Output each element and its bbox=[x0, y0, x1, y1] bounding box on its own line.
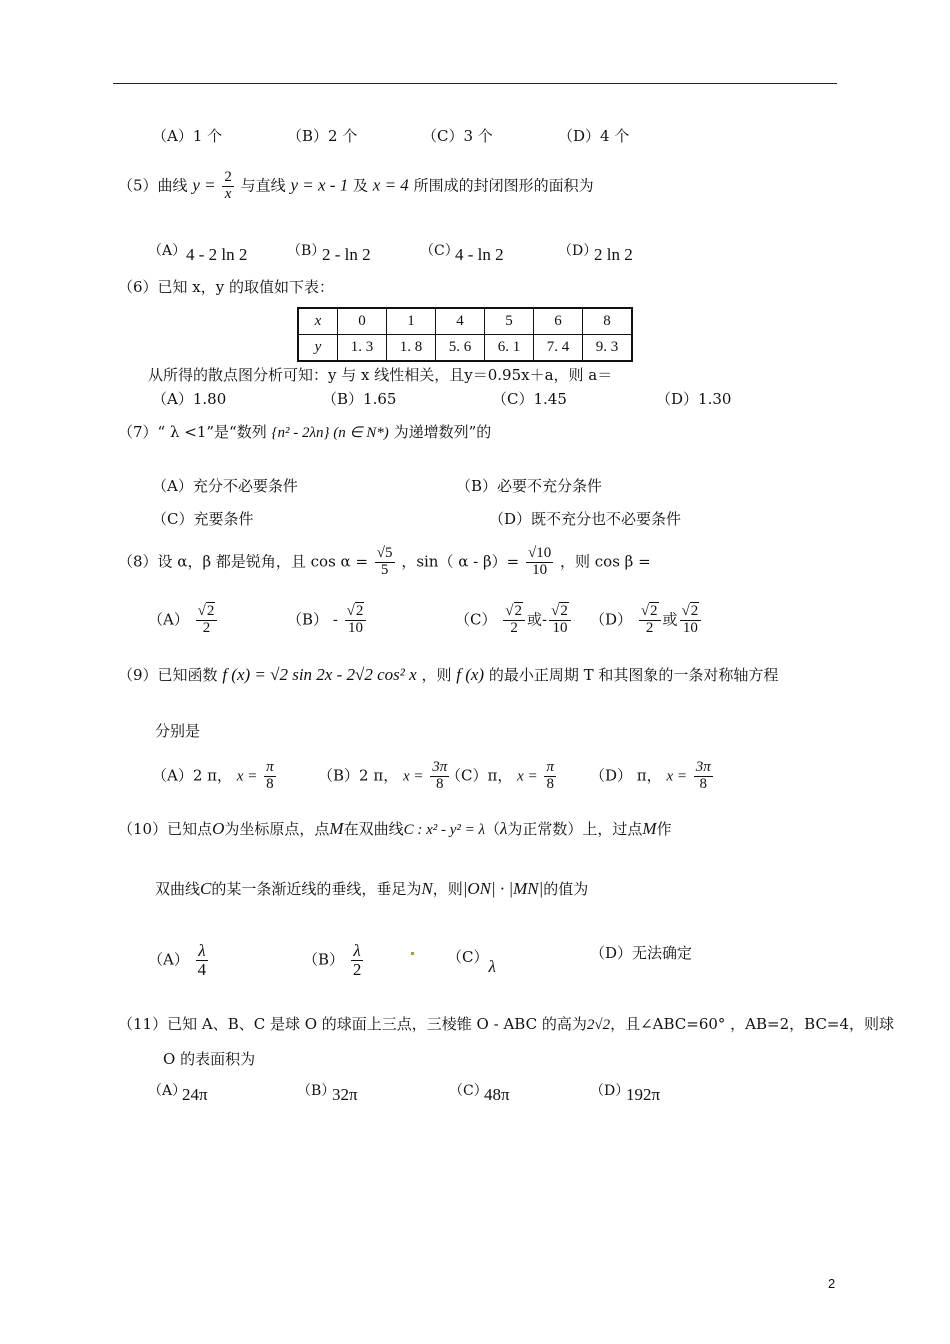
q5-label-d: （D） bbox=[558, 243, 598, 259]
radicand: 2 bbox=[690, 603, 699, 619]
q5-xeq: x = 4 bbox=[372, 175, 409, 195]
q8-sin-fraction bbox=[526, 546, 553, 579]
table-cell: 8 bbox=[583, 308, 633, 335]
q8-b-den: 10 bbox=[348, 619, 364, 636]
question-7-stem bbox=[118, 421, 491, 442]
q9-text-d: 分别是 bbox=[155, 722, 201, 740]
q11-label-c: （C） bbox=[449, 1083, 488, 1099]
q10-C: C bbox=[200, 879, 212, 898]
table-cell: x bbox=[298, 308, 338, 335]
q5-text-1: 与直线 bbox=[240, 176, 286, 195]
q6-option-c: （C）1.45 bbox=[492, 390, 567, 408]
question-11-stem bbox=[118, 1013, 894, 1034]
q5-number: （5）曲线 bbox=[118, 176, 188, 195]
q10-value-c: λ bbox=[488, 957, 496, 976]
q8-option-a bbox=[148, 604, 219, 637]
radicand: 2 bbox=[514, 603, 522, 619]
q11-text-b: ，且∠ABC=60° ，AB=2，BC=4，则球 bbox=[610, 1015, 895, 1033]
q6-analysis: 从所得的散点图分析可知：y 与 x 线性相关，且y＝0.95x＋a，则 a＝ bbox=[148, 366, 613, 384]
q8-a-den: 2 bbox=[202, 619, 211, 636]
q8-c-num-1: √2 bbox=[503, 604, 525, 621]
question-9-stem bbox=[118, 664, 778, 685]
q10-M2: M bbox=[642, 819, 657, 838]
q9-num-b: 3π bbox=[432, 759, 448, 775]
q8-d-den-1: 2 bbox=[645, 619, 654, 636]
stray-mark bbox=[411, 952, 414, 955]
q9-fx: f (x) bbox=[456, 665, 485, 684]
q9-option-d bbox=[590, 760, 715, 793]
q8-option-c bbox=[455, 604, 573, 637]
radicand: 2 bbox=[355, 603, 364, 619]
q5-label-b: （B） bbox=[287, 243, 326, 259]
q7-sequence: {n² - 2λn} (n ∈ N*) bbox=[271, 425, 389, 441]
q8-option-b bbox=[287, 604, 368, 637]
header-rule bbox=[113, 83, 837, 84]
table-cell: 4 bbox=[436, 308, 485, 335]
q10-label-c: （C） bbox=[447, 948, 489, 966]
q9-label-c: （C）π， bbox=[446, 766, 513, 785]
q8-d-frac-2 bbox=[680, 604, 702, 637]
q11-text-a: （11）已知 A、B、C 是球 O 的球面上三点，三棱锥 O - ABC 的高为 bbox=[118, 1015, 587, 1033]
q8-c-den-2: 10 bbox=[552, 619, 568, 636]
q11-text-c: O 的表面积为 bbox=[163, 1050, 256, 1068]
q8-cos-num: √5 bbox=[376, 545, 393, 561]
q4-option-b: （B）2 个 bbox=[287, 127, 358, 145]
q9-text-c: 的最小正周期 T 和其图象的一条对称轴方程 bbox=[488, 666, 779, 684]
table-cell: 0 bbox=[338, 308, 387, 335]
q11-label-d: （D） bbox=[590, 1083, 630, 1099]
q11-value-a: 24π bbox=[182, 1085, 208, 1104]
q6-option-a: （A）1.80 bbox=[152, 390, 227, 408]
q11-label-a: （A） bbox=[148, 1083, 187, 1099]
q9-lhs-b: x = bbox=[402, 768, 424, 785]
q8-c-den-1: 2 bbox=[510, 619, 518, 636]
q8-d-or: 或 bbox=[662, 610, 678, 629]
q8-label-d: （D） bbox=[590, 610, 633, 629]
q10-frac-a bbox=[196, 942, 209, 979]
q8-d-num-1: √2 bbox=[639, 604, 661, 621]
q7-text-b: 为递增数列”的 bbox=[393, 423, 492, 441]
q5-text-3: 所围成的封闭图形的面积为 bbox=[413, 176, 594, 195]
q6-value-table bbox=[297, 307, 633, 362]
q7-option-a: （A）充分不必要条件 bbox=[152, 477, 298, 495]
q9-frac-a bbox=[264, 760, 276, 793]
q11-value-d: 192π bbox=[626, 1085, 661, 1104]
q11-value-b: 32π bbox=[332, 1085, 358, 1104]
question-10-stem bbox=[118, 818, 672, 839]
q8-text-b: ，sin（ α - β）= bbox=[401, 552, 520, 571]
q9-num-a: π bbox=[266, 759, 274, 775]
q10-option-a bbox=[148, 942, 210, 979]
q8-d-den-2: 10 bbox=[682, 619, 698, 636]
q9-lhs-a: x = bbox=[236, 768, 258, 785]
q11-value-c: 48π bbox=[484, 1085, 510, 1104]
q8-b-minus: - bbox=[332, 610, 338, 629]
q9-label-b: （B）2 π， bbox=[318, 766, 399, 785]
q10-text-c: 在双曲线 bbox=[343, 820, 404, 838]
q8-cos-den: 5 bbox=[380, 561, 389, 578]
q5-y: y = bbox=[192, 175, 216, 195]
table-row bbox=[298, 308, 632, 335]
q9-den-d: 8 bbox=[699, 775, 707, 792]
q8-label-c: （C） bbox=[455, 610, 497, 629]
q10-den-a: 4 bbox=[197, 959, 207, 979]
q8-d-frac-1 bbox=[639, 604, 661, 637]
q5-label-a: （A） bbox=[148, 243, 187, 259]
q10-text-d: （ bbox=[485, 820, 501, 838]
q10-label-a: （A） bbox=[148, 950, 189, 969]
q6-option-d: （D）1.30 bbox=[656, 390, 732, 408]
q5-fraction bbox=[222, 170, 234, 203]
table-cell: 1. 3 bbox=[338, 335, 387, 362]
q10-M: M bbox=[329, 819, 344, 838]
table-cell: 5 bbox=[485, 308, 534, 335]
q10-equation: C : x² - y² = λ bbox=[403, 822, 486, 838]
table-row bbox=[298, 335, 632, 362]
q11-label-b: （B） bbox=[297, 1083, 336, 1099]
q8-option-d bbox=[590, 604, 703, 637]
q5-value-a: 4 - 2 ln 2 bbox=[186, 245, 248, 264]
q10-lambda: λ bbox=[500, 819, 508, 838]
q10-option-b bbox=[303, 942, 365, 979]
q10-text-h: 的某一条渐近线的垂线，垂足为 bbox=[211, 880, 422, 898]
q9-den-c: 8 bbox=[546, 775, 554, 792]
radicand: 2 bbox=[650, 603, 658, 619]
q5-value-b: 2 - ln 2 bbox=[322, 245, 371, 264]
q10-num-b: λ bbox=[353, 941, 361, 960]
question-6-stem: （6）已知 x，y 的取值如下表： bbox=[118, 278, 335, 296]
table-cell: 1 bbox=[387, 308, 436, 335]
q10-num-a: λ bbox=[198, 941, 206, 960]
q8-a-num: √2 bbox=[196, 604, 218, 621]
q10-den-b: 2 bbox=[352, 959, 362, 979]
question-10-stem-cont bbox=[155, 878, 588, 899]
q9-text-a: （9）已知函数 bbox=[118, 666, 218, 684]
q7-text-a: （7）“ λ <1”是“数列 bbox=[118, 423, 267, 441]
q8-sin-num: √10 bbox=[528, 545, 552, 561]
q9-num-d: 3π bbox=[695, 759, 711, 775]
table-cell: 6. 1 bbox=[485, 335, 534, 362]
table-cell: 1. 8 bbox=[387, 335, 436, 362]
q8-sin-den: 10 bbox=[532, 561, 548, 578]
q9-den-a: 8 bbox=[266, 775, 274, 792]
table-cell: 7. 4 bbox=[534, 335, 583, 362]
q9-option-a bbox=[152, 760, 278, 793]
q10-text-b: 为坐标原点，点 bbox=[224, 820, 330, 838]
q9-den-b: 8 bbox=[436, 775, 444, 792]
q10-text-a: （10）已知点 bbox=[118, 820, 213, 838]
q4-option-a: （A）1 个 bbox=[152, 127, 223, 145]
q7-option-b: （B）必要不充分条件 bbox=[456, 477, 603, 495]
q9-lhs-c: x = bbox=[517, 768, 538, 785]
q5-value-c: 4 - ln 2 bbox=[455, 245, 504, 264]
q9-label-d: （D） π， bbox=[590, 766, 662, 785]
q9-text-b: ，则 bbox=[421, 666, 452, 684]
q9-frac-d bbox=[694, 760, 713, 793]
q7-option-c: （C）充要条件 bbox=[152, 510, 254, 528]
q4-option-d: （D）4 个 bbox=[558, 127, 630, 145]
q8-label-a: （A） bbox=[148, 610, 189, 629]
q5-text-2: 及 bbox=[352, 176, 368, 195]
q9-function: f (x) = √2 sin 2x - 2√2 cos² x bbox=[222, 665, 417, 684]
q10-text-j: 的值为 bbox=[543, 880, 589, 898]
q10-text-e: 为正常数）上，过点 bbox=[507, 820, 643, 838]
q8-cos-fraction bbox=[375, 546, 395, 579]
q5-frac-num: 2 bbox=[224, 169, 232, 185]
q9-option-b bbox=[318, 760, 451, 793]
q9-num-c: π bbox=[546, 759, 554, 775]
q10-option-c bbox=[447, 946, 496, 976]
q6-option-b: （B）1.65 bbox=[322, 390, 397, 408]
table-cell: y bbox=[298, 335, 338, 362]
page-number: 2 bbox=[828, 1276, 836, 1291]
q8-c-frac-2 bbox=[549, 604, 571, 637]
q10-frac-b bbox=[351, 942, 364, 979]
q11-height: 2√2 bbox=[586, 1017, 611, 1033]
q8-c-minus: - bbox=[542, 610, 548, 629]
q10-text-f: 作 bbox=[656, 820, 672, 838]
q10-O: O bbox=[212, 819, 225, 838]
q9-label-a: （A）2 π， bbox=[152, 766, 233, 785]
q5-line: y = x - 1 bbox=[290, 175, 349, 195]
q8-c-or: 或 bbox=[527, 610, 543, 629]
q5-label-c: （C） bbox=[420, 243, 459, 259]
q9-frac-c bbox=[544, 760, 556, 793]
q10-N: N bbox=[421, 879, 433, 898]
q9-option-c bbox=[446, 760, 558, 793]
q8-c-frac-1 bbox=[503, 604, 525, 637]
q5-frac-den: x bbox=[224, 185, 232, 202]
q8-b-num: √2 bbox=[345, 604, 367, 621]
question-5-stem bbox=[118, 170, 594, 203]
q10-label-b: （B） bbox=[303, 950, 345, 969]
q10-product: |ON| · |MN| bbox=[462, 879, 544, 898]
question-8-stem bbox=[118, 546, 651, 579]
q8-b-frac bbox=[345, 604, 367, 637]
q8-c-num-2: √2 bbox=[549, 604, 571, 621]
q10-option-d: （D）无法确定 bbox=[590, 944, 693, 962]
q8-text-a: （8）设 α，β 都是锐角，且 cos α = bbox=[118, 552, 369, 571]
q8-text-c: ，则 cos β = bbox=[560, 552, 651, 571]
radicand: 2 bbox=[206, 603, 215, 619]
q8-a-frac bbox=[196, 604, 218, 637]
q8-label-b: （B） bbox=[287, 610, 329, 629]
q7-option-d: （D）既不充分也不必要条件 bbox=[489, 510, 682, 528]
radicand: 2 bbox=[560, 603, 568, 619]
table-cell: 5. 6 bbox=[436, 335, 485, 362]
q5-value-d: 2 ln 2 bbox=[594, 245, 633, 264]
table-cell: 6 bbox=[534, 308, 583, 335]
q9-lhs-d: x = bbox=[666, 768, 687, 785]
q10-text-i: ，则 bbox=[432, 880, 463, 898]
q8-d-num-2: √2 bbox=[680, 604, 702, 621]
q10-text-g: 双曲线 bbox=[155, 880, 201, 898]
q4-option-c: （C）3 个 bbox=[422, 127, 493, 145]
table-cell: 9. 3 bbox=[583, 335, 633, 362]
